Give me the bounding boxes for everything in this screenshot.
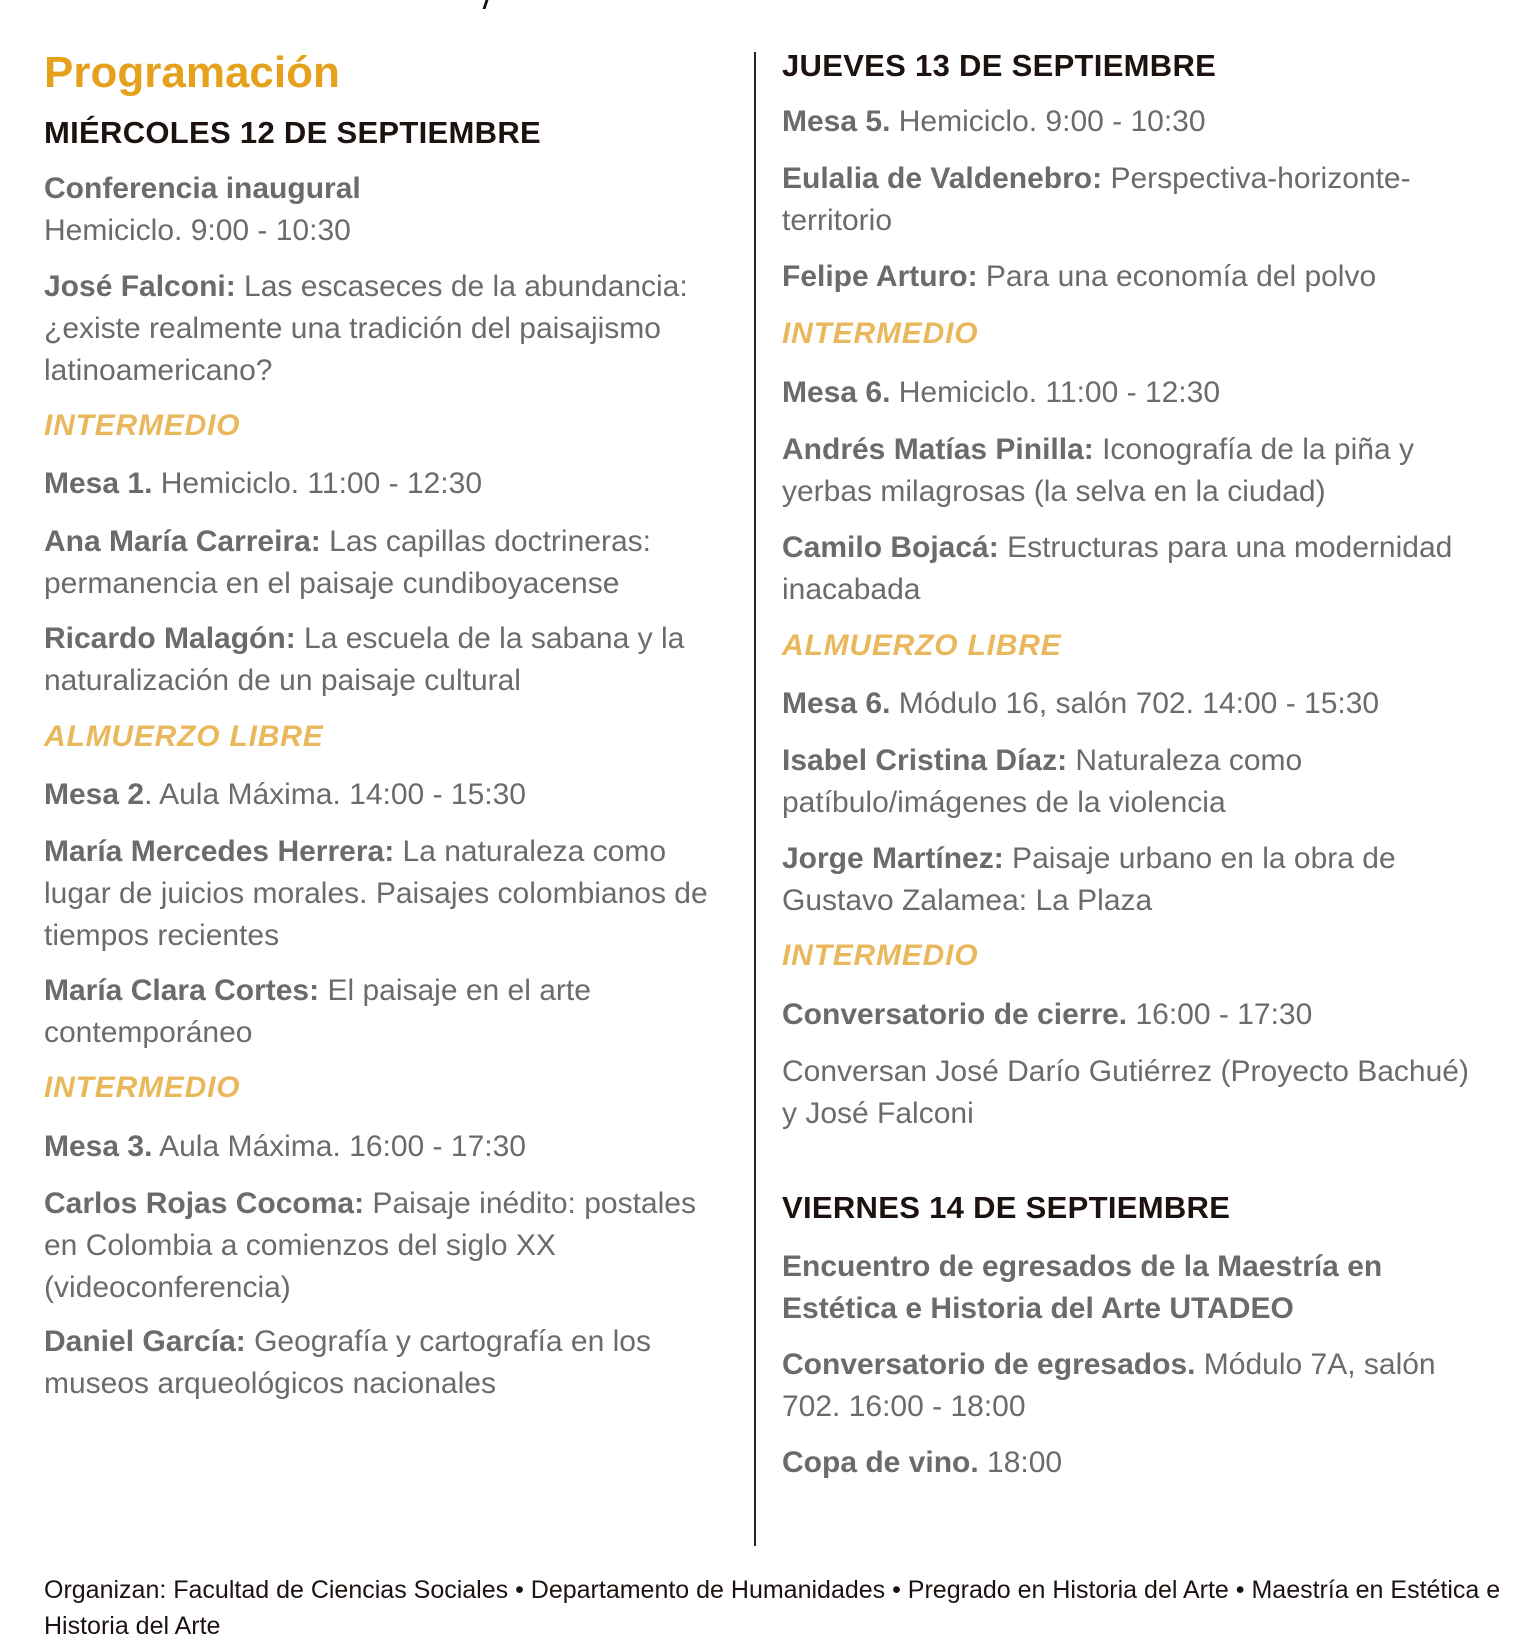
speaker-name: Camilo Bojacá: xyxy=(782,531,999,564)
session-detail: Hemiciclo. 11:00 - 12:30 xyxy=(890,376,1221,409)
speaker-name: Felipe Arturo: xyxy=(782,260,978,293)
talk-bojaca xyxy=(782,527,1487,611)
talk-title: Iconografía de la piña y yerbas milagrosas (la selva en la ciudad) xyxy=(782,433,1414,508)
speaker-name: Eulalia de Valdenebro: xyxy=(782,162,1103,195)
break-intermedio: INTERMEDIO xyxy=(44,409,241,442)
speaker-name: María Mercedes Herrera: xyxy=(44,835,395,868)
talk-pinilla xyxy=(782,429,1487,513)
speaker-name: María Clara Cortes: xyxy=(44,974,320,1007)
talk-title: Paisaje urbano en la obra de Gustavo Zalamea: La Plaza xyxy=(782,842,1396,917)
talk-title: El paisaje en el arte contemporáneo xyxy=(44,974,591,1049)
session-detail: 18:00 xyxy=(978,1446,1063,1479)
speaker-name: Ana María Carreira: xyxy=(44,525,321,558)
talk-rojas xyxy=(44,1183,734,1309)
session-mesa-6-afternoon xyxy=(782,683,1379,725)
speaker-name: Andrés Matías Pinilla: xyxy=(782,433,1094,466)
top-edge-mark xyxy=(483,0,489,9)
talk-title: La naturaleza como lugar de juicios morales. Paisajes colombianos de tiempos recientes xyxy=(44,835,708,952)
section-title: Programación xyxy=(44,48,340,97)
talk-malagon xyxy=(44,618,734,702)
session-label: Mesa 5. xyxy=(782,105,891,138)
talk-title: Las capillas doctrineras: permanencia en el paisaje cundiboyacense xyxy=(44,525,651,600)
break-intermedio: INTERMEDIO xyxy=(782,317,979,350)
session-detail: Módulo 16, salón 702. 14:00 - 15:30 xyxy=(890,687,1380,720)
session-mesa-2 xyxy=(44,774,526,816)
break-almuerzo: ALMUERZO LIBRE xyxy=(782,629,1062,662)
speaker-name: Isabel Cristina Díaz: xyxy=(782,744,1068,777)
talk-title: Geografía y cartografía en los museos arqueológicos nacionales xyxy=(44,1325,651,1400)
session-detail: Aula Máxima. 16:00 - 17:30 xyxy=(152,1130,526,1163)
talk-martinez xyxy=(782,838,1487,922)
session-label: Mesa 6. xyxy=(782,376,891,409)
alumni-meeting-title: Encuentro de egresados de la Maestría en Estética e Historia del Arte UTADEO xyxy=(782,1250,1383,1325)
inaugural-title: Conferencia inaugural xyxy=(44,172,361,205)
session-mesa-5 xyxy=(782,101,1206,143)
talk-carreira xyxy=(44,521,734,605)
session-mesa-1 xyxy=(44,463,482,505)
talk-herrera xyxy=(44,831,734,957)
talk-title: Para una economía del polvo xyxy=(977,260,1377,293)
talk-falconi xyxy=(44,266,734,392)
talk-cortes xyxy=(44,970,734,1054)
break-intermedio: INTERMEDIO xyxy=(44,1071,241,1104)
talk-title: Perspectiva-horizonte-territorio xyxy=(782,162,1411,237)
speaker-name: José Falconi: xyxy=(44,270,236,303)
talk-title: Paisaje inédito: postales en Colombia a comienzos del siglo XX (videoconferencia) xyxy=(44,1187,696,1304)
talk-diaz xyxy=(782,740,1487,824)
break-intermedio: INTERMEDIO xyxy=(782,939,979,972)
speaker-name: Ricardo Malagón: xyxy=(44,622,296,655)
inaugural-conference xyxy=(44,168,361,252)
session-label: Conversatorio de cierre. xyxy=(782,998,1128,1031)
session-label: Copa de vino. xyxy=(782,1446,979,1479)
day-heading-thursday: JUEVES 13 DE SEPTIEMBRE xyxy=(782,48,1217,83)
day-heading-wednesday: MIÉRCOLES 12 DE SEPTIEMBRE xyxy=(44,115,542,150)
inaugural-detail: Hemiciclo. 9:00 - 10:30 xyxy=(44,214,351,247)
speaker-name: Jorge Martínez: xyxy=(782,842,1004,875)
talk-title: Las escaseces de la abundancia: ¿existe realmente una tradición del paisajismo latinoamericano? xyxy=(44,270,688,387)
talk-title: Naturaleza como patíbulo/imágenes de la violencia xyxy=(782,744,1303,819)
speaker-name: Carlos Rojas Cocoma: xyxy=(44,1187,365,1220)
session-label: Mesa 6. xyxy=(782,687,891,720)
speaker-name: Daniel García: xyxy=(44,1325,246,1358)
talk-arturo xyxy=(782,256,1376,298)
organizers-footer: Organizan: Facultad de Ciencias Sociales • Departamento de Humanidades • Pregrado en Historia del Arte • Maestría en Estética e Historia del Arte xyxy=(44,1576,1501,1640)
session-detail: Hemiciclo. 9:00 - 10:30 xyxy=(890,105,1206,138)
session-label: Mesa 3. xyxy=(44,1130,153,1163)
session-mesa-3 xyxy=(44,1126,526,1168)
session-label: Mesa 2 xyxy=(44,778,145,811)
session-detail: 16:00 - 17:30 xyxy=(1127,998,1313,1031)
column-divider xyxy=(754,52,756,1546)
session-closing-talk xyxy=(782,994,1312,1036)
closing-participants: Conversan José Darío Gutiérrez (Proyecto Bachué) y José Falconi xyxy=(782,1055,1469,1130)
session-label: Conversatorio de egresados. xyxy=(782,1348,1196,1381)
session-detail: Hemiciclo. 11:00 - 12:30 xyxy=(152,467,483,500)
session-mesa-6-morning xyxy=(782,372,1220,414)
session-alumni-talk xyxy=(782,1344,1487,1428)
break-almuerzo: ALMUERZO LIBRE xyxy=(44,720,324,753)
session-label: Mesa 1. xyxy=(44,467,153,500)
talk-garcia xyxy=(44,1321,734,1405)
talk-title: La escuela de la sabana y la naturalización de un paisaje cultural xyxy=(44,622,685,697)
talk-title: Estructuras para una modernidad inacabada xyxy=(782,531,1453,606)
session-detail: . Aula Máxima. 14:00 - 15:30 xyxy=(144,778,526,811)
talk-valdenebro xyxy=(782,158,1487,242)
session-wine xyxy=(782,1442,1062,1484)
day-heading-friday: VIERNES 14 DE SEPTIEMBRE xyxy=(782,1190,1231,1225)
session-detail: Módulo 7A, salón 702. 16:00 - 18:00 xyxy=(782,1348,1436,1423)
